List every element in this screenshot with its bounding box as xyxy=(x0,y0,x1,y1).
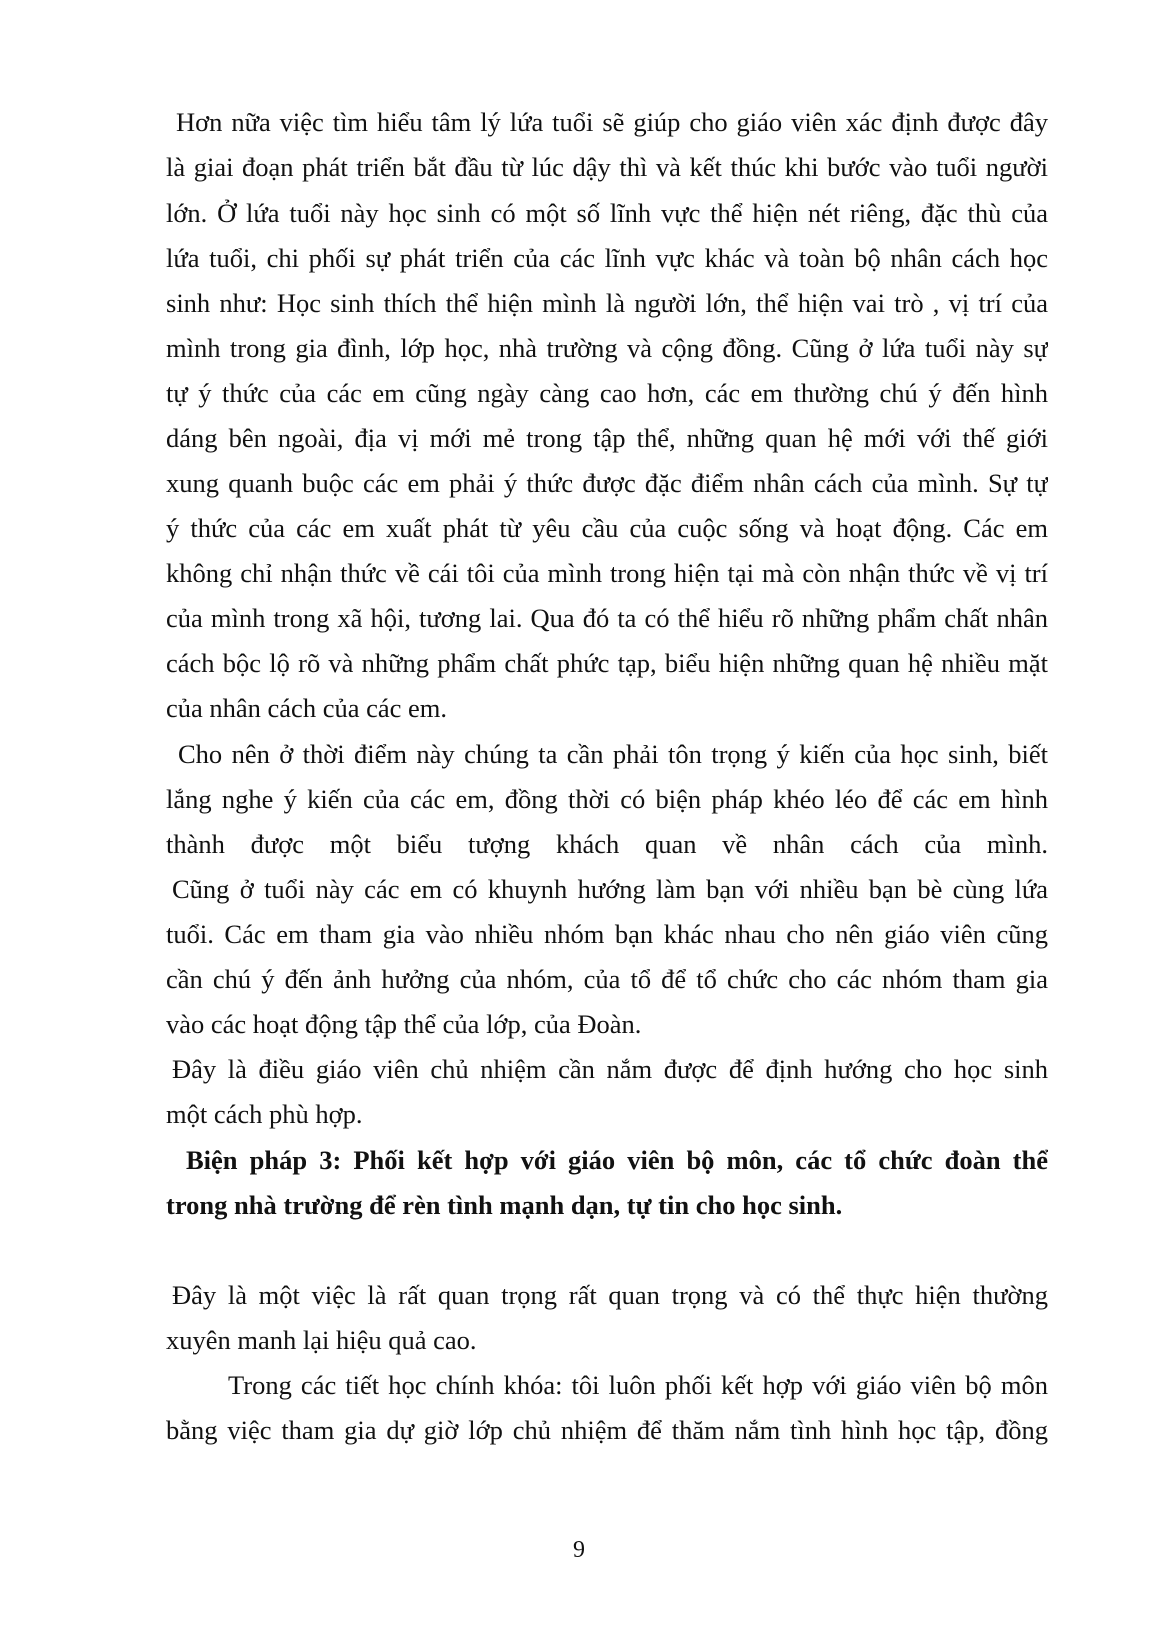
paragraph-line: ý thức của các em xuất phát từ yêu cầu của cuộc sống và hoạt động. Các em xyxy=(166,513,1048,543)
paragraph-line: cách bộc lộ rõ và những phẩm chất phức tạp, biểu hiện những quan hệ nhiều mặt xyxy=(166,648,1048,678)
paragraph-line: Hơn nữa việc tìm hiểu tâm lý lứa tuổi sẽ giúp cho giáo viên xác định được đây xyxy=(176,107,1048,137)
paragraph-line: Đây là điều giáo viên chủ nhiệm cần nắm được để định hướng cho học sinh xyxy=(172,1054,1048,1084)
paragraph-line: thành được một biểu tượng khách quan về nhân cách của mình. xyxy=(166,829,1048,859)
paragraph-line: lứa tuổi, chi phối sự phát triển của các lĩnh vực khác và toàn bộ nhân cách học xyxy=(166,243,1048,273)
paragraph-line: dáng bên ngoài, địa vị mới mẻ trong tập thể, những quan hệ mới với thế giới xyxy=(166,423,1048,453)
paragraph-line: Đây là một việc là rất quan trọng rất quan trọng và có thể thực hiện thường xyxy=(172,1280,1048,1310)
paragraph-line: sinh như: Học sinh thích thể hiện mình là người lớn, thể hiện vai trò , vị trí của xyxy=(166,288,1048,318)
section-heading: Biện pháp 3: Phối kết hợp với giáo viên bộ môn, các tổ chức đoàn thể xyxy=(186,1145,1048,1175)
page-number: 9 xyxy=(573,1537,585,1563)
paragraph-line: là giai đoạn phát triển bắt đầu từ lúc dậy thì và kết thúc khi bước vào tuổi người xyxy=(166,152,1048,182)
paragraph-line: Trong các tiết học chính khóa: tôi luôn phối kết hợp với giáo viên bộ môn xyxy=(228,1370,1048,1400)
paragraph-line: Cũng ở tuổi này các em có khuynh hướng làm bạn với nhiều bạn bè cùng lứa xyxy=(172,874,1048,904)
paragraph-line: tuổi. Các em tham gia vào nhiều nhóm bạn khác nhau cho nên giáo viên cũng xyxy=(166,919,1048,949)
paragraph-line: cần chú ý đến ảnh hưởng của nhóm, của tổ để tổ chức cho các nhóm tham gia xyxy=(166,964,1048,994)
paragraph-line: một cách phù hợp. xyxy=(166,1099,363,1129)
paragraph-line: của mình trong xã hội, tương lai. Qua đó ta có thể hiểu rõ những phẩm chất nhân xyxy=(166,603,1048,633)
paragraph-line: lớn. Ở lứa tuổi này học sinh có một số lĩnh vực thể hiện nét riêng, đặc thù của xyxy=(166,198,1048,228)
paragraph-line: mình trong gia đình, lớp học, nhà trường và cộng đồng. Cũng ở lứa tuổi này sự xyxy=(166,333,1048,363)
paragraph-line: xung quanh buộc các em phải ý thức được đặc điểm nhân cách của mình. Sự tự xyxy=(166,468,1048,498)
paragraph-line: tự ý thức của các em cũng ngày càng cao hơn, các em thường chú ý đến hình xyxy=(166,378,1048,408)
paragraph-line: vào các hoạt động tập thể của lớp, của Đoàn. xyxy=(166,1009,642,1039)
paragraph-line: lắng nghe ý kiến của các em, đồng thời có biện pháp khéo léo để các em hình xyxy=(166,784,1048,814)
paragraph-line: Cho nên ở thời điểm này chúng ta cần phải tôn trọng ý kiến của học sinh, biết xyxy=(178,739,1048,769)
paragraph-line: của nhân cách của các em. xyxy=(166,693,448,723)
paragraph-line: bằng việc tham gia dự giờ lớp chủ nhiệm để thăm nắm tình hình học tập, đồng xyxy=(166,1415,1048,1445)
paragraph-line: xuyên manh lại hiệu quả cao. xyxy=(166,1325,477,1355)
section-heading: trong nhà trường để rèn tình mạnh dạn, tự tin cho học sinh. xyxy=(166,1190,843,1220)
paragraph-line: không chỉ nhận thức về cái tôi của mình trong hiện tại mà còn nhận thức về vị trí xyxy=(166,558,1048,588)
